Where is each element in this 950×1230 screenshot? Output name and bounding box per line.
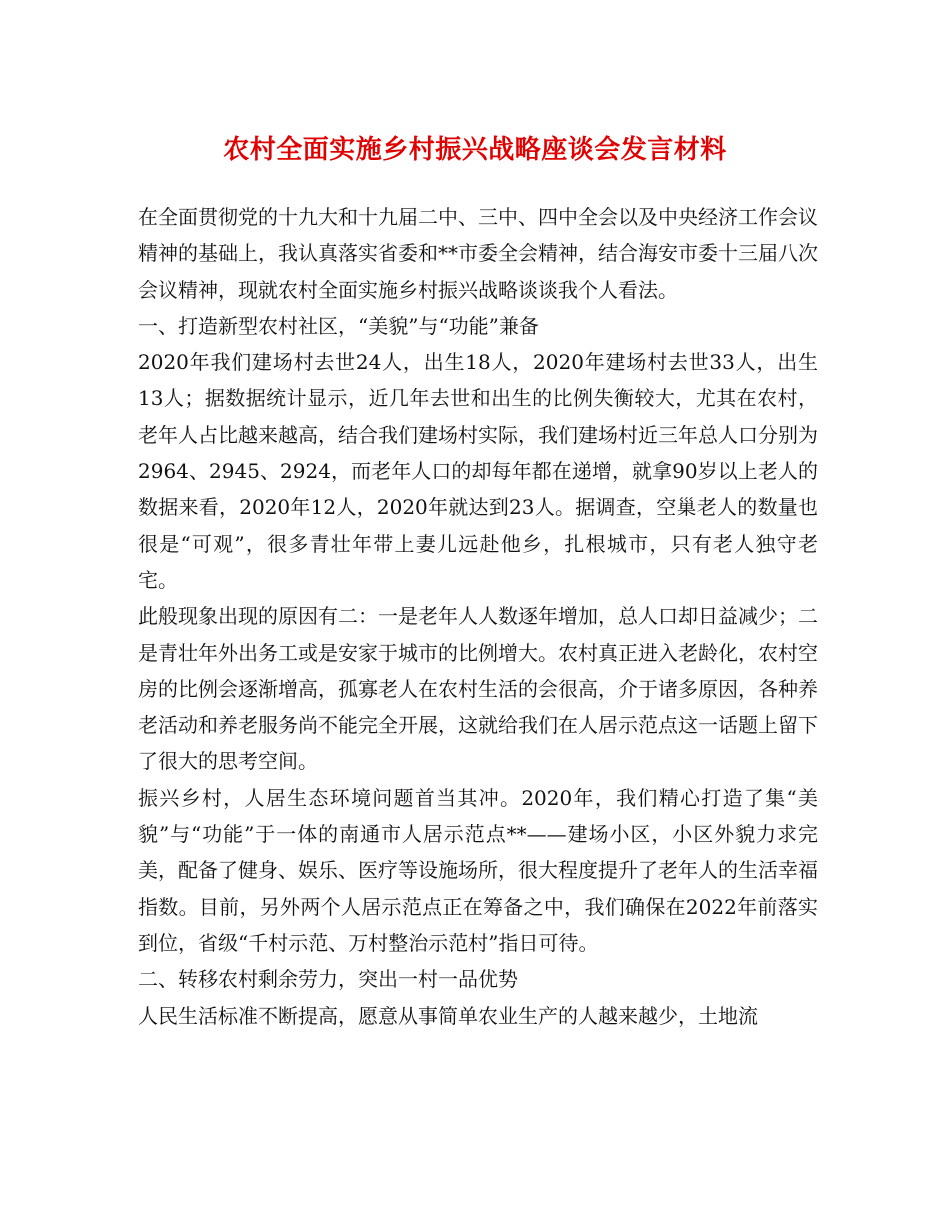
paragraph-causes: 此般现象出现的原因有二：一是老年人人数逐年增加，总人口却日益减少；二是青壮年外出务工或是安家于城市的比例增大。农村真正进入老龄化，农村空房的比例会逐渐增高，孤寡老人在农村生活的会很高，介于诸多原因，各种养老活动和养老服务尚不能完全开展，这就给我们在人居示范点这一话题上留下了很大的思考空间。 bbox=[138, 604, 818, 774]
paragraph-revitalization: 振兴乡村，人居生态环境问题首当其冲。2020年，我们精心打造了集“美貌”与“功能”于一体的南通市人居示范点**——建场小区，小区外貌力求完美，配备了健身、娱乐、医疗等设施场所，很大程度提升了老年人的生活幸福指数。目前，另外两个人居示范点正在筹备之中，我们确保在2022年前落实到位，省级“千村示范、万村整治示范村”指日可待。 bbox=[138, 785, 818, 955]
document-title: 农村全面实施乡村振兴战略座谈会发言材料 bbox=[223, 135, 727, 165]
paragraph-labor: 人民生活标准不断提高，愿意从事简单农业生产的人越来越少，土地流 bbox=[138, 1003, 758, 1028]
section-heading-1: 一、打造新型农村社区，“美貌”与“功能”兼备 bbox=[138, 313, 539, 338]
paragraph-population-data: 2020年我们建场村去世24人，出生18人，2020年建场村去世33人，出生13人；据数据统计显示，近几年去世和出生的比例失衡较大，尤其在农村，老年人占比越来越高，结合我们建场村实际，我们建场村近三年总人口分别为2964、2945、2924，而老年人口的却每年都在递增，就拿90岁以上老人的数据来看，2020年12人，2020年就达到23人。据调查，空巢老人的数量也很是“可观”，很多青壮年带上妻儿远赴他乡，扎根城市，只有老人独守老宅。 bbox=[138, 350, 818, 592]
document-body bbox=[138, 199, 818, 1034]
section-heading-2: 二、转移农村剩余劳力，突出一村一品优势 bbox=[138, 967, 518, 992]
paragraph-intro: 在全面贯彻党的十九大和十九届二中、三中、四中全会以及中央经济工作会议精神的基础上，我认真落实省委和**市委全会精神，结合海安市委十三届八次会议精神，现就农村全面实施乡村振兴战略谈谈我个人看法。 bbox=[138, 205, 818, 302]
